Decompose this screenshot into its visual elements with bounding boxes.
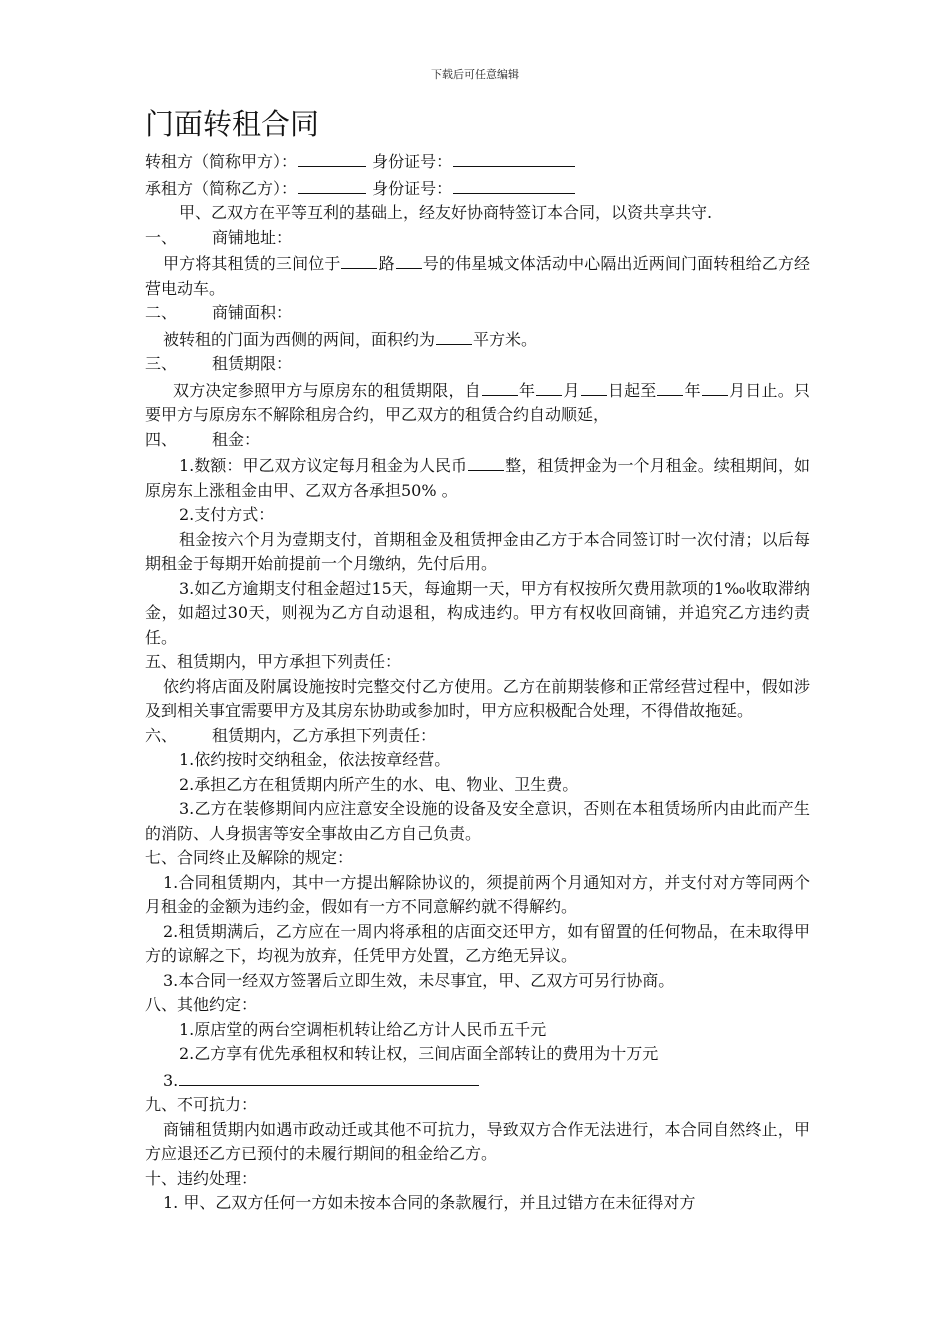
paragraph: 3.乙方在装修期间内应注意安全设施的设备及安全意识，否则在本租赁场所内由此而产生的消防、人身损害等安全事故由乙方自己负责。: [145, 799, 810, 843]
intro-paragraph: 甲、乙双方在平等互利的基础上，经友好协商特签订本合同，以资共享共守.: [179, 203, 713, 222]
blank-field: [657, 377, 683, 396]
paragraph: 3.本合同一经双方签署后立即生效，未尽事宜，甲、乙双方可另行协商。: [163, 970, 675, 990]
section-heading: 七、合同终止及解除的规定：: [145, 848, 354, 867]
paragraph: 1.数额：甲乙双方议定每月租金为人民币 整，租赁押金为一个月租金。续租期间，如原房东上涨租金由甲、乙双方各承担50% 。: [145, 452, 810, 503]
page-title: 门面转租合同: [145, 107, 320, 141]
paragraph: 租金按六个月为壹期支付，首期租金及租赁押金由乙方于本合同签订时一次付清；以后每期租金于每期开始前提前一个月缴纳，先付后用。: [145, 529, 810, 573]
header-note: 下载后可任意编辑: [431, 68, 519, 81]
section-heading: 四、 租金：: [145, 429, 261, 449]
blank-field: [436, 326, 472, 345]
section-heading: 八、其他约定：: [145, 995, 258, 1014]
paragraph: 甲方将其租赁的三间位于 路 号的伟星城文体活动中心隔出近两间门面转租给乙方经营电动车。: [145, 250, 810, 301]
section-heading: 一、 商铺地址：: [145, 227, 293, 247]
paragraph: 2.乙方享有优先承租权和转让权，三间店面全部转让的费用为十万元: [179, 1044, 659, 1063]
paragraph: 3.如乙方逾期支付租金超过15天，每逾期一天，甲方有权按所欠费用款项的1‰收取滞纳金，如超过30天，则视为乙方自动退租，构成违约。甲方有权收回商铺，并追究乙方违约责任。: [145, 578, 810, 647]
section-heading: 六、 租赁期内，乙方承担下列责任：: [145, 725, 437, 745]
section-heading: 五、租赁期内，甲方承担下列责任：: [145, 652, 402, 671]
paragraph: 2.支付方式：: [179, 505, 275, 524]
lessor-id-blank: [453, 148, 575, 167]
blank-field: [341, 250, 377, 269]
lessee-name-blank: [298, 175, 366, 194]
blank-field: [702, 377, 728, 396]
paragraph: 商铺租赁期内如遇市政动迁或其他不可抗力，导致双方合作无法进行，本合同自然终止，甲方应退还乙方已预付的未履行期间的租金给乙方。: [145, 1119, 810, 1163]
section-heading: 十、违约处理：: [145, 1168, 258, 1188]
paragraph: 双方决定参照甲方与原房东的租赁期限，自 年 月 日起至 年 月日止。只要甲方与原房东不解除租房合约，甲乙双方的租赁合约自动顺延，: [145, 377, 810, 428]
blank-field: [468, 452, 504, 471]
paragraph: 1. 甲、乙双方任何一方如未按本合同的条款履行，并且过错方在未征得对方: [163, 1193, 696, 1212]
blank-field: [396, 250, 422, 269]
blank-field: [581, 377, 607, 396]
section-heading: 九、不可抗力：: [145, 1095, 258, 1114]
lessor-name-blank: [298, 148, 366, 167]
paragraph: 1.合同租赁期内，其中一方提出解除协议的，须提前两个月通知对方，并支付对方等同两个月租金的金额为违约金，假如有一方不同意解约就不得解约。: [145, 872, 810, 916]
section-heading: 三、 租赁期限：: [145, 354, 293, 373]
blank-field: [179, 1067, 479, 1086]
paragraph: 1.原店堂的两台空调柜机转让给乙方计人民币五千元: [179, 1019, 547, 1039]
paragraph: 2.承担乙方在租赁期内所产生的水、电、物业、卫生费。: [179, 774, 579, 794]
section-heading: 二、 商铺面积：: [145, 303, 293, 322]
paragraph: 1.依约按时交纳租金，依法按章经营。: [179, 750, 451, 769]
paragraph: 依约将店面及附属设施按时完整交付乙方使用。乙方在前期装修和正常经营过程中，假如涉及到相关事宜需要甲方及其房东协助或参加时，甲方应积极配合处理，不得借故拖延。: [145, 676, 810, 720]
blank-field: [482, 377, 518, 396]
lessee-line: 承租方（简称乙方）： 身份证号：: [145, 175, 810, 202]
blank-field: [536, 377, 562, 396]
lessee-id-blank: [453, 175, 575, 194]
lessor-line: 转租方（简称甲方）： 身份证号：: [145, 148, 810, 175]
paragraph: 被转租的门面为西侧的两间，面积约为 平方米。: [145, 326, 810, 353]
contract-document: [145, 104, 810, 1216]
paragraph: 3.: [145, 1067, 810, 1094]
paragraph: 2.租赁期满后，乙方应在一周内将承租的店面交还甲方，如有留置的任何物品，在未取得甲方的谅解之下，均视为放弃，任凭甲方处置，乙方绝无异议。: [145, 921, 810, 965]
